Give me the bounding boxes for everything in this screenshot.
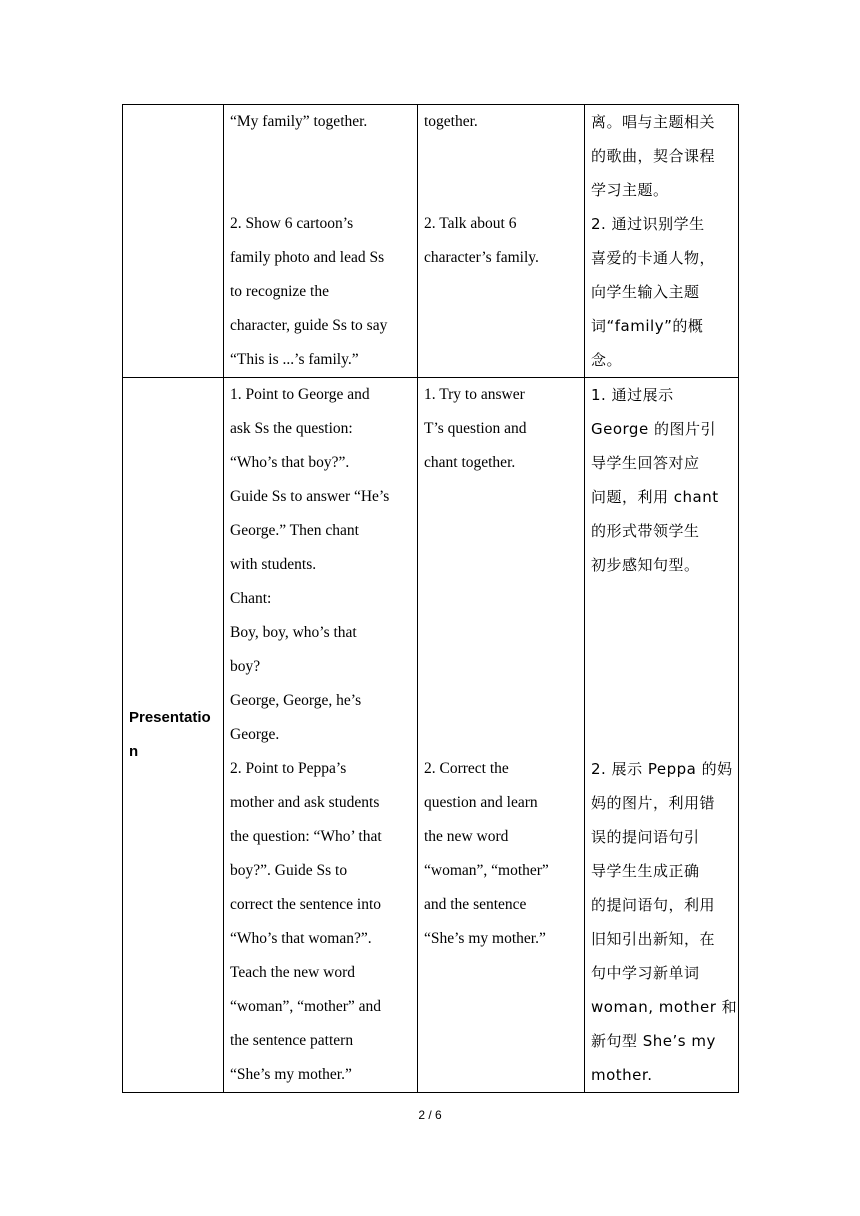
text-line: 妈的图片，利用错 xyxy=(591,794,716,812)
text-line: with students. xyxy=(230,556,317,573)
text-line: “My family” together. xyxy=(230,113,368,130)
student-lines xyxy=(424,105,578,275)
text-line: 离。唱与主题相关 xyxy=(591,113,716,131)
text-line: “woman”, “mother” and xyxy=(230,998,382,1015)
text-line: 2. 通过识别学生 xyxy=(591,215,705,233)
text-line: “This is ...’s family.” xyxy=(230,351,359,368)
text-line: ask Ss the question: xyxy=(230,420,353,437)
text-line xyxy=(591,616,732,650)
text-line: Chant: xyxy=(230,590,272,607)
text-line xyxy=(424,139,578,173)
text-line: 学习主题。 xyxy=(591,181,669,199)
text-line xyxy=(591,684,732,718)
text-line: 的提问语句，利用 xyxy=(591,896,716,914)
teacher-lines xyxy=(230,378,411,1092)
text-line: 句中学习新单词 xyxy=(591,964,700,982)
text-line: 导学生生成正确 xyxy=(591,862,700,880)
text-line: 1. Try to answer xyxy=(424,386,525,403)
text-line: 词“family”的概 xyxy=(591,317,704,335)
text-line: character’s family. xyxy=(424,249,539,266)
text-line xyxy=(591,650,732,684)
text-line: “She’s my mother.” xyxy=(424,930,546,947)
text-line: 2. Point to Peppa’s xyxy=(230,760,347,777)
text-line: “woman”, “mother” xyxy=(424,862,549,879)
text-line: family photo and lead Ss xyxy=(230,249,385,266)
text-line xyxy=(424,684,578,718)
student-activity-cell xyxy=(418,105,585,378)
text-line: 2. Show 6 cartoon’s xyxy=(230,215,354,232)
table-row xyxy=(123,378,739,1093)
student-lines xyxy=(424,378,578,956)
text-line: 的形式带领学生 xyxy=(591,522,700,540)
text-line: George. xyxy=(230,726,280,743)
text-line: boy? xyxy=(230,658,261,675)
text-line: George, George, he’s xyxy=(230,692,362,709)
text-line: correct the sentence into xyxy=(230,896,382,913)
text-line: together. xyxy=(424,113,478,130)
student-activity-cell xyxy=(418,378,585,1093)
table-row xyxy=(123,105,739,378)
text-line: character, guide Ss to say xyxy=(230,317,388,334)
text-line: woman, mother 和 xyxy=(591,998,738,1016)
text-line: the new word xyxy=(424,828,509,845)
purpose-cell xyxy=(585,105,739,378)
text-line: “Who’s that woman?”. xyxy=(230,930,372,947)
purpose-cell xyxy=(585,378,739,1093)
text-line: 初步感知句型。 xyxy=(591,556,700,574)
lesson-plan-table xyxy=(122,104,739,1093)
text-line xyxy=(424,514,578,548)
text-line: 向学生输入主题 xyxy=(591,283,700,301)
text-line xyxy=(591,718,732,752)
text-line: Teach the new word xyxy=(230,964,356,981)
text-line: 的歌曲，契合课程 xyxy=(591,147,716,165)
stage-label: Presentation xyxy=(129,709,211,760)
text-line: Boy, boy, who’s that xyxy=(230,624,357,641)
text-line: boy?”. Guide Ss to xyxy=(230,862,348,879)
text-line: mother. xyxy=(591,1066,653,1084)
text-line xyxy=(424,650,578,684)
text-line: Guide Ss to answer “He’s xyxy=(230,488,390,505)
text-line: 导学生回答对应 xyxy=(591,454,700,472)
page-number: 2 / 6 xyxy=(418,1108,442,1122)
text-line xyxy=(424,548,578,582)
text-line: 问题，利用 chant xyxy=(591,488,719,506)
text-line: and the sentence xyxy=(424,896,527,913)
stage-cell xyxy=(123,105,224,378)
text-line xyxy=(424,480,578,514)
text-line: 旧知引出新知，在 xyxy=(591,930,716,948)
stage-cell xyxy=(123,378,224,1093)
text-line: chant together. xyxy=(424,454,516,471)
text-line: 误的提问语句引 xyxy=(591,828,700,846)
text-line: George 的图片引 xyxy=(591,420,716,438)
teacher-lines xyxy=(230,105,411,377)
text-line: 1. 通过展示 xyxy=(591,386,674,404)
text-line: 2. 展示 Peppa 的妈 xyxy=(591,760,733,778)
text-line: the sentence pattern xyxy=(230,1032,354,1049)
text-line: question and learn xyxy=(424,794,538,811)
text-line xyxy=(424,173,578,207)
text-line: 1. Point to George and xyxy=(230,386,370,403)
purpose-lines xyxy=(591,378,738,1092)
text-line: to recognize the xyxy=(230,283,329,300)
text-line xyxy=(424,616,578,650)
text-line xyxy=(424,718,578,752)
teacher-activity-cell xyxy=(224,105,418,378)
text-line: 喜爱的卡通人物， xyxy=(591,249,716,267)
text-line: “She’s my mother.” xyxy=(230,1066,352,1083)
text-line xyxy=(230,139,411,173)
text-line xyxy=(591,582,732,616)
text-line: 新句型 She’s my xyxy=(591,1032,716,1050)
text-line: George.” Then chant xyxy=(230,522,359,539)
text-line: the question: “Who’ that xyxy=(230,828,382,845)
text-line: 2. Talk about 6 xyxy=(424,215,517,232)
text-line xyxy=(424,582,578,616)
text-line xyxy=(230,173,411,207)
teacher-activity-cell xyxy=(224,378,418,1093)
text-line: mother and ask students xyxy=(230,794,380,811)
text-line: 2. Correct the xyxy=(424,760,509,777)
text-line: “Who’s that boy?”. xyxy=(230,454,350,471)
purpose-lines xyxy=(591,105,732,377)
text-line: T’s question and xyxy=(424,420,527,437)
text-line: 念。 xyxy=(591,351,623,369)
